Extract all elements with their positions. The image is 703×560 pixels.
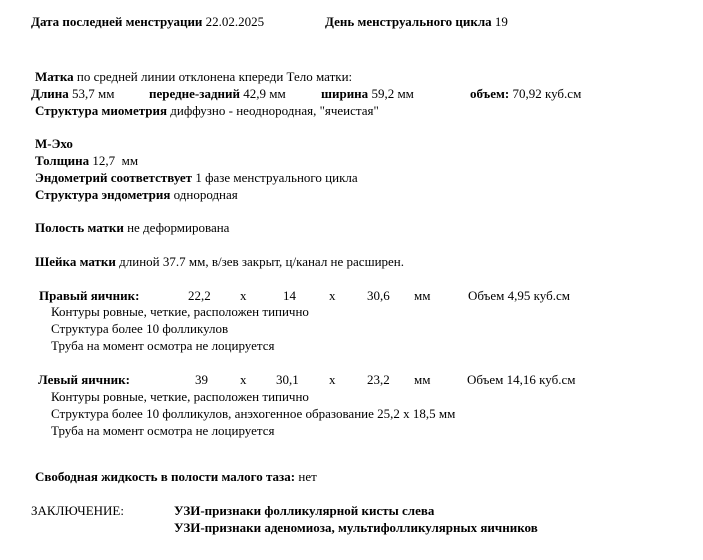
thickness-row <box>35 152 138 169</box>
uterus-ap-label: передне-задний <box>149 86 241 101</box>
endometrium-match-row <box>35 169 358 186</box>
uterus-width <box>321 85 414 102</box>
uterus-ap-value: 42,9 мм <box>243 86 286 101</box>
endometrium-structure-row <box>35 186 238 203</box>
conclusion-line-2: УЗИ-признаки аденомиоза, мультифолликулярных яичников <box>174 520 538 535</box>
myometrium-row <box>35 102 379 119</box>
right-ovary-tube: Труба на момент осмотра не лоцируется <box>51 338 275 353</box>
uterus-volume <box>470 85 581 102</box>
cavity-label: Полость матки <box>35 220 124 235</box>
right-ovary-d1: 22,2 <box>188 288 211 303</box>
uterus-length-value: 53,7 мм <box>71 86 115 101</box>
m-echo-title-row <box>35 135 73 152</box>
cycle-day-label: День менструального цикла <box>325 14 492 29</box>
cervix-row <box>35 253 404 270</box>
lmp-label: Дата последней менструации <box>31 14 203 29</box>
right-ovary-x1: x <box>240 288 247 303</box>
right-ovary-d3: 30,6 <box>367 288 390 303</box>
uterus-width-value: 59,2 мм <box>371 86 414 101</box>
uterus-ap <box>149 85 286 102</box>
right-ovary-d2: 14 <box>283 288 296 303</box>
thickness-label: Толщина <box>35 153 90 168</box>
myometrium-value: диффузно - неоднородная, "ячеистая" <box>170 103 379 118</box>
left-ovary-x1: x <box>240 372 247 387</box>
left-ovary-tube: Труба на момент осмотра не лоцируется <box>51 423 275 438</box>
left-ovary-d1: 39 <box>195 372 208 387</box>
endometrium-structure-label: Структура эндометрия <box>35 187 171 202</box>
right-ovary-x2: x <box>329 288 336 303</box>
cavity-value: не деформирована <box>123 220 230 235</box>
free-fluid-row <box>35 468 317 485</box>
cavity-row <box>35 219 229 236</box>
uterus-width-label: ширина <box>321 86 369 101</box>
myometrium-label: Структура миометрия <box>35 103 168 118</box>
m-echo-title: М-Эхо <box>35 136 73 151</box>
cycle-day-value: 19 <box>494 14 508 29</box>
uterus-title-row <box>35 68 352 85</box>
uterus-volume-label: объем: <box>470 86 510 101</box>
lmp-row <box>31 13 264 30</box>
left-ovary-d3: 23,2 <box>367 372 390 387</box>
conclusion-label: ЗАКЛЮЧЕНИЕ: <box>31 503 124 518</box>
endometrium-structure-value: однородная <box>173 187 238 202</box>
left-ovary-contours: Контуры ровные, четкие, расположен типично <box>51 389 309 404</box>
right-ovary-label: Правый яичник: <box>39 288 140 303</box>
left-ovary-x2: x <box>329 372 336 387</box>
left-ovary-d2: 30,1 <box>276 372 299 387</box>
endometrium-match-label: Эндометрий соответствует <box>35 170 193 185</box>
right-ovary-volume: Объем 4,95 куб.см <box>468 288 570 303</box>
cervix-value: длиной 37.7 мм, в/зев закрыт, ц/канал не расширен. <box>119 254 405 269</box>
left-ovary-unit: мм <box>414 372 431 387</box>
uterus-position: по средней линии отклонена кпереди Тело матки: <box>76 69 353 84</box>
thickness-value: 12,7 мм <box>92 153 139 168</box>
endometrium-match-value: 1 фазе менструального цикла <box>195 170 358 185</box>
free-fluid-value: нет <box>298 469 317 484</box>
free-fluid-label: Свободная жидкость в полости малого таза: <box>35 469 296 484</box>
cycle-day-row <box>325 13 508 30</box>
left-ovary-structure: Структура более 10 фолликулов, анэхогенное образование 25,2 х 18,5 мм <box>51 406 456 421</box>
right-ovary-unit: мм <box>414 288 431 303</box>
left-ovary-label: Левый яичник: <box>38 372 130 387</box>
cervix-label: Шейка матки <box>35 254 116 269</box>
conclusion-line-1: УЗИ-признаки фолликулярной кисты слева <box>174 503 435 518</box>
uterus-volume-value: 70,92 куб.см <box>512 86 582 101</box>
right-ovary-structure: Структура более 10 фолликулов <box>51 321 229 336</box>
uterus-length <box>31 85 114 102</box>
lmp-value: 22.02.2025 <box>205 14 265 29</box>
left-ovary-volume: Объем 14,16 куб.см <box>467 372 576 387</box>
uterus-length-label: Длина <box>31 86 69 101</box>
right-ovary-contours: Контуры ровные, четкие, расположен типично <box>51 304 309 319</box>
uterus-title: Матка <box>35 69 74 84</box>
